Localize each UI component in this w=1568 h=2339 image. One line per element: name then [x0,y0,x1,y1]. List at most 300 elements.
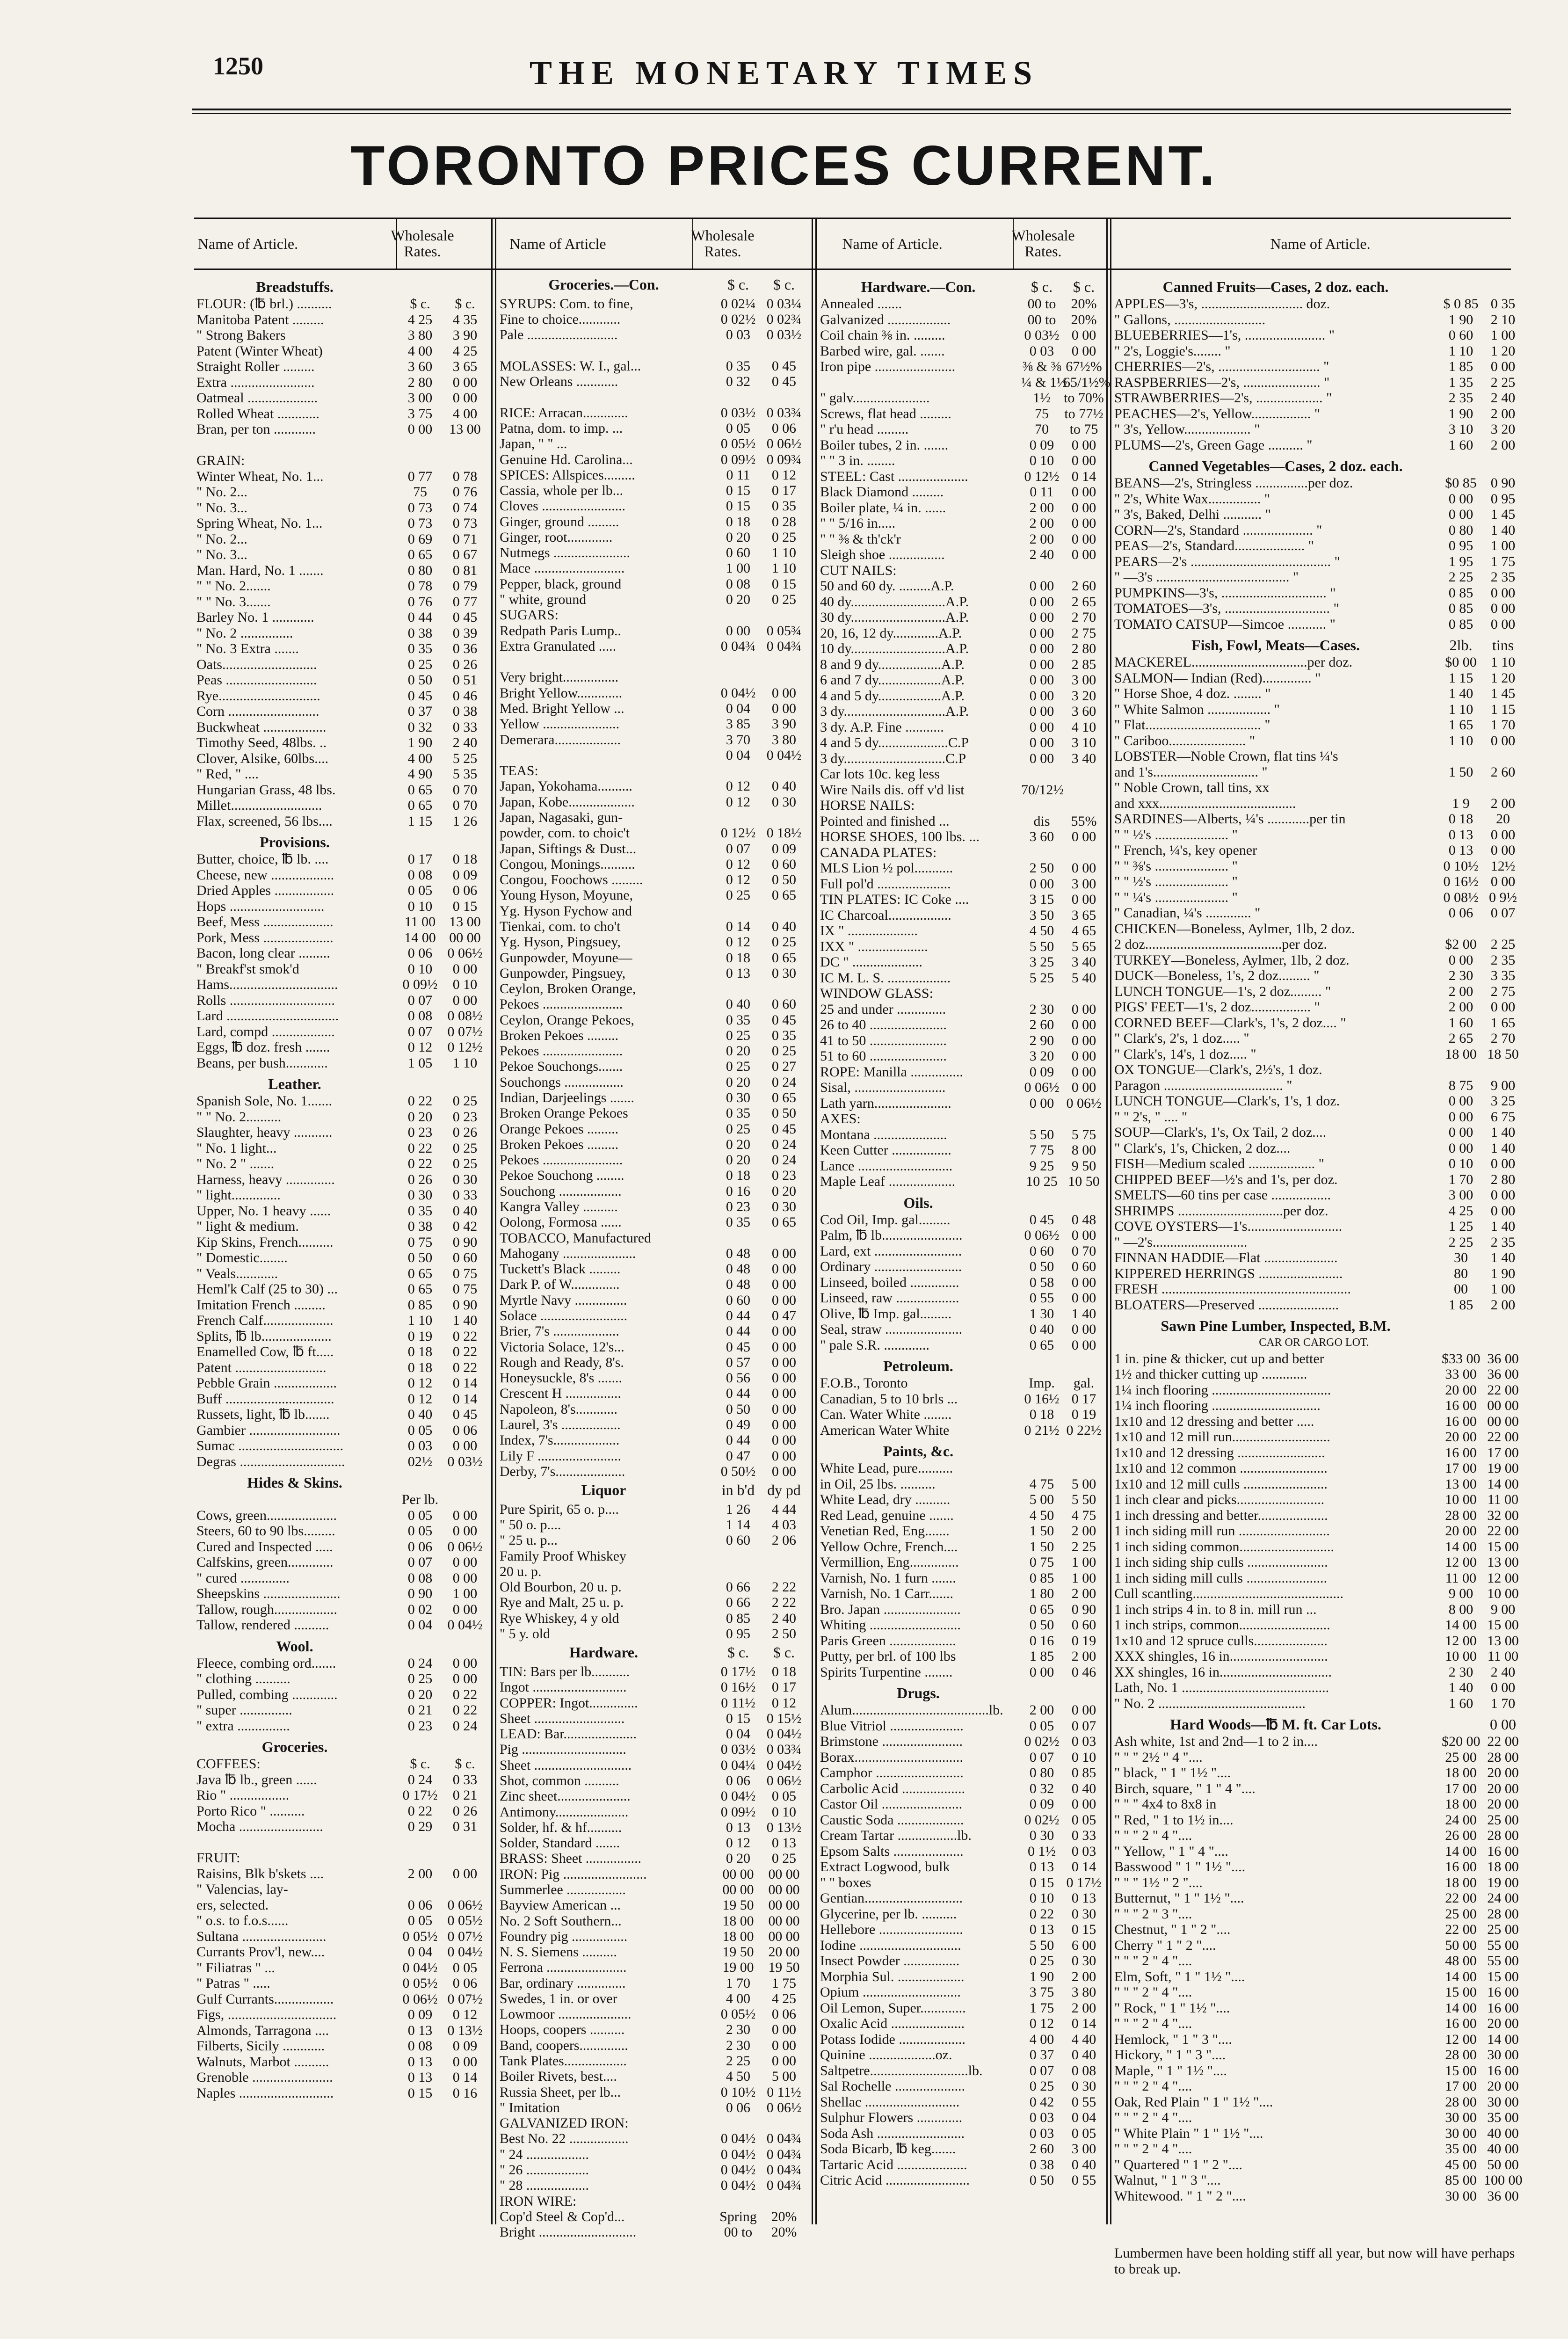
rate-low: $2 00 [1445,937,1477,952]
rate-low: 0 09½ [720,451,756,467]
article-name: Boiler plate, ¼ in. ...... [820,500,946,516]
article-name: Japan, Yokohama.......... [500,778,632,794]
rate-low: 1 90 [1029,1969,1054,1984]
rate-low: 1 50 [1029,1523,1054,1539]
rate-low: 0 48 [726,1277,751,1293]
rate-low: 0 11½ [721,1695,755,1711]
price-row [500,312,807,327]
article-name: STRAWBERRIES—2's, ................... " [1114,390,1332,406]
rate-low: 3 50 [1029,907,1054,923]
article-name: IC Charcoal.................. [820,907,951,923]
price-row [820,390,1102,406]
rate-low: 4 75 [1029,1476,1054,1492]
rate-high: 0 00 [771,1292,797,1308]
price-row [500,1664,807,1679]
rate-high: 0 06 [452,1976,478,1991]
price-row [1114,952,1521,968]
rate-high: 20% [1071,312,1097,327]
article-name: HORSE NAILS: [820,798,915,813]
article-name: Hops ........................... [196,898,325,914]
rate-low: 0 00 [1448,1125,1474,1140]
rate-low: 3 25 [1029,954,1054,970]
rate-low: 0 16½ [720,1679,756,1695]
article-name: Zinc sheet..................... [500,1788,631,1804]
price-row [820,1586,1102,1602]
price-row [500,1230,807,1246]
rate-low: 0 30 [407,1187,433,1203]
article-name: " 5 y. old [500,1626,550,1642]
price-row [820,421,1102,437]
article-name: Ceylon, Orange Pekoes, [500,1012,634,1028]
price-row [196,343,486,359]
rate-low: 33 00 [1445,1366,1477,1382]
article-name: TIN PLATES: IC Coke .... [820,892,969,907]
price-row [820,2094,1102,2110]
article-name: Sheet .......................... [500,1710,625,1726]
article-name: " " 5/16 in..... [820,516,896,531]
article-name: COFFEES: [196,1756,261,1772]
section-heading [1114,274,1521,296]
price-row [1114,858,1521,874]
article-name: Filberts, Sicily ............ [196,2038,325,2054]
rate-high: 0 30 [771,965,797,981]
article-name: No. 2 Soft Southern... [500,1913,622,1929]
rate-high: 0 00 [452,1866,478,1881]
rate-low: 3 15 [1029,892,1054,907]
rate-low: 4 25 [407,312,433,327]
article-name: Morphia Sul. ................... [820,1969,965,1984]
rate-high: 0 30 [1071,1906,1096,1922]
rate-low: 18 00 [1445,1046,1477,1062]
rate-high: 36 00 [1487,2188,1519,2204]
rate-high: 2 00 [1071,1523,1096,1539]
rate-high: 0 28 [771,514,797,530]
price-row [1114,1492,1521,1508]
rate-high: 3 10 [1071,735,1096,750]
price-row [1114,717,1521,733]
rate-low: 0 12 [407,1391,433,1407]
article-name: Fleece, combing ord....... [196,1655,336,1671]
price-row [820,2063,1102,2079]
price-row [196,312,486,328]
price-row [500,1261,807,1277]
article-name: Rye............................. [196,688,320,704]
article-name: Whitewood. " 1 " 2 ".... [1114,2188,1246,2204]
rate-low: 0 85 [1029,1570,1054,1586]
article-name: GRAIN: [196,453,245,468]
article-name: Dark P. of W.............. [500,1277,620,1293]
price-row [1114,905,1521,921]
rate-high: 0 75 [452,1265,478,1281]
article-name: " —2's........................... [1114,1234,1248,1250]
price-row [196,500,486,516]
price-row [820,1002,1102,1017]
rate-high: dy pd [767,1482,801,1499]
article-name: Extract Logwood, bulk [820,1859,950,1874]
rate-low: 00 to [1027,312,1056,327]
rate-low: 0 00 [1448,1140,1474,1156]
price-row [820,1602,1102,1618]
article-name: Oolong, Formosa ...... [500,1214,622,1230]
rate-high: 0 00 [1490,827,1516,843]
rate-high: 2 25 [1071,1539,1096,1554]
rate-low: 0 13 [1448,827,1474,843]
rate-low: 22 00 [1445,1922,1477,1937]
column-breadstuffs [196,274,486,2101]
price-row [820,1890,1102,1906]
rate-low: 0 16 [1029,1633,1054,1649]
rate-high: 0 07 [1071,1718,1096,1734]
article-name: Oatmeal .................... [196,390,318,406]
rate-high: 0 48 [1071,1212,1096,1228]
price-row [196,1454,486,1470]
article-name: Spirits Turpentine ........ [820,1664,953,1680]
rate-low: 0 23 [726,1199,751,1215]
price-row [1114,375,1521,391]
article-name: " o.s. to f.o.s...... [196,1913,289,1928]
price-row [196,1093,486,1109]
rate-high: 0 17½ [1066,1874,1102,1890]
price-row [820,798,1102,814]
rate-high: 0 40 [1071,2157,1096,2172]
rate-high: 20% [1071,296,1097,312]
rate-high: 28 00 [1487,1906,1519,1922]
rate-high: 00 00 [1487,1398,1519,1413]
price-row [500,1059,807,1074]
article-name: Pekoes ....................... [500,996,623,1012]
price-row [1114,843,1521,858]
article-name: Porto Rico " .......... [196,1803,305,1819]
price-row [1114,327,1521,343]
price-row [196,1438,486,1454]
rate-low: $ 0 85 [1443,296,1479,312]
column-rule [1110,218,1111,2224]
article-name: Pork, Mess .................... [196,930,334,945]
rate-high: 0 00 [452,961,478,977]
rate-low: 0 08 [407,2038,433,2054]
article-name: PUMPKINS—3's, .............................. " [1114,585,1336,601]
rate-high: 0 00 [1071,437,1096,453]
rate-low: 0 13 [726,1819,751,1835]
article-name: Gunpowder, Moyune— [500,950,632,966]
section-heading [820,1438,1102,1460]
article-name: Crescent H ................ [500,1386,621,1402]
rate-low: 0 66 [726,1579,751,1595]
rate-low: 0 09½ [402,977,438,992]
rate-high: 0 09 [452,867,478,883]
rate-high: 0 20 [771,1183,797,1199]
price-row [500,1121,807,1137]
rate-low: 1 10 [1448,733,1474,748]
rate-high: 0 47 [771,1308,797,1323]
rate-high: 0 95 [1490,491,1516,507]
article-name: Family Proof Whiskey [500,1548,626,1564]
rate-high: 2 75 [1490,983,1516,999]
article-name: " " " 2 " 4 ".... [1114,2110,1192,2125]
article-name: Pointed and finished ... [820,813,950,829]
price-row [196,899,486,915]
rate-low: 30 [1454,1250,1468,1265]
rate-high: 0 25 [771,934,797,950]
section-title: Fish, Fowl, Meats—Cases. [1191,637,1360,654]
rate-high: 1 40 [1490,1219,1516,1234]
rate-low: 16 00 [1445,1859,1477,1874]
rate-low: 0 04½ [720,2146,756,2162]
article-name: Iron pipe ....................... [820,359,956,374]
rate-low: 0 95 [1448,538,1474,553]
rate-high: 5 00 [1071,1476,1096,1492]
rate-low: 3 20 [1029,1048,1054,1064]
rate-high: 20 00 [1487,1780,1519,1796]
rate-low: 0 03½ [720,405,756,421]
rate-high: 0 00 [1490,1716,1516,1733]
price-row [820,1617,1102,1633]
price-row [1114,1203,1521,1219]
page-header [0,51,1568,108]
rate-low: 0 00 [1448,507,1474,522]
price-row [1114,1445,1521,1461]
article-name: HORSE SHOES, 100 lbs. ... [820,829,980,844]
rate-high: 22 00 [1487,1382,1519,1398]
rate-high: 1 75 [1490,553,1516,569]
article-name: " black, " 1 " 1½ ".... [1114,1765,1231,1780]
rate-low: 0 18 [1448,811,1474,827]
rate-low: 0 65 [407,782,433,798]
article-name: " Domestic........ [196,1250,288,1265]
price-row [1114,421,1521,437]
rate-low: 0 18 [1029,1407,1054,1422]
article-name: Index, 7's................... [500,1432,620,1448]
rate-high: 0 30 [1071,2078,1096,2094]
article-name: Mace .......................... [500,560,625,576]
price-row [500,996,807,1012]
rate-high: 2 00 [1071,1649,1096,1664]
rate-low: 70 [1035,421,1049,437]
rate-low: 2 30 [1448,1664,1474,1680]
price-row [820,594,1102,610]
rate-low: 0 38 [1029,2157,1054,2172]
price-row [196,1039,486,1055]
rate-high: 0 74 [452,500,478,516]
rate-low: 30 00 [1445,2110,1477,2125]
article-name: powder, com. to choic't [500,825,630,841]
rate-high: 1 10 [452,1055,478,1071]
rate-high: 0 70 [1071,1243,1096,1259]
rate-high: 2 22 [771,1579,797,1595]
article-name: " —3's ...................................... " [1114,569,1299,585]
price-row [500,2115,807,2131]
price-row [500,1417,807,1432]
section-title: Oils. [903,1194,933,1211]
article-name: Sal Rochelle .................... [820,2078,965,2094]
rate-low: 1 00 [726,560,751,576]
rate-low: 0 08 [407,1008,433,1024]
price-row [1114,523,1521,538]
rate-low: 0 10 [1448,1156,1474,1171]
rate-high: 0 06 [771,420,797,436]
rate-low: 0 35 [407,641,433,656]
rate-high: 0 16 [452,2085,478,2101]
rate-high: 0 00 [1071,1048,1096,1064]
rate-low: 45 00 [1445,2157,1477,2172]
article-name: Fine to choice............ [500,311,621,327]
price-row [196,1250,486,1266]
price-row [196,406,486,422]
article-name: CANADA PLATES: [820,844,937,860]
article-name: Birch, square, " 1 " 4 ".... [1114,1780,1256,1796]
rate-high: 0 11½ [767,2084,801,2100]
rate-high: 0 17 [771,1679,797,1695]
article-name: " Filiatras " ... [196,1960,275,1976]
rate-low: 9 25 [1029,1158,1054,1174]
article-name: CHIPPED BEEF—½'s and 1's, per doz. [1114,1171,1338,1187]
price-row [500,1579,807,1595]
rate-low: 12 00 [1445,1554,1477,1570]
rate-low: 1 25 [1448,1219,1474,1234]
rate-high: 0 18 [452,851,478,867]
rate-low: 2 25 [1448,569,1474,585]
rate-high: 2 35 [1490,569,1516,585]
rate-high: 6 00 [1071,1937,1096,1953]
rate-high: 0 09 [771,841,797,857]
rate-low: 0 13 [407,2054,433,2070]
rate-high: $ c. [455,296,475,312]
price-row [820,641,1102,657]
price-row [196,1156,486,1172]
rate-high: 0 06½ [447,945,483,961]
rate-low: 3 75 [1029,1984,1054,2000]
rate-high: 0 06 [452,883,478,898]
price-row [500,623,807,639]
article-name: 3 dy.............................A.P. [820,704,969,719]
article-name: Rye and Malt, 25 u. p. [500,1595,624,1611]
price-row [820,610,1102,625]
rate-low: 0 19 [407,1328,433,1344]
price-row [500,2147,807,2162]
article-name: " " " 2½ " 4 ".... [1114,1749,1203,1765]
price-row [820,1906,1102,1922]
rate-low: 0 38 [407,1219,433,1234]
rate-low: 48 00 [1445,1953,1477,1969]
rate-low: 0 75 [1029,1554,1054,1570]
rate-high: 0 14 [452,2070,478,2085]
rate-high: 0 25 [771,1851,797,1867]
price-row [820,876,1102,892]
rate-low: 3 60 [407,359,433,374]
article-name: White Lead, dry .......... [820,1492,951,1507]
rate-high: 67½% [1066,359,1102,374]
rate-high: 55 00 [1487,1937,1519,1953]
rate-low: ⅜ & ⅜ [1022,359,1061,374]
rate-high: 1 10 [1490,654,1516,670]
article-name: 1x10 and 12 dressing ......................... [1114,1445,1325,1460]
price-row [196,883,486,899]
article-name: Raisins, Blk b'skets .... [196,1866,324,1881]
price-row [1114,1266,1521,1282]
article-name: Blue Vitriol ..................... [820,1718,964,1734]
rate-low: 0 00 [1029,594,1054,610]
rate-high: $ c. [773,1644,795,1661]
rate-low: 1 40 [1448,1680,1474,1695]
rate-high: 0 00 [452,1601,478,1617]
price-row [820,704,1102,719]
rate-low: 1 60 [1448,1695,1474,1711]
price-row [1114,1664,1521,1680]
price-row [820,986,1102,1002]
rate-high: 0 30 [771,794,797,810]
price-row [500,1502,807,1517]
price-row [500,748,807,763]
article-name: Very bright................ [500,669,619,685]
col3-rates-header: Wholesale Rates. [1013,219,1073,269]
article-name: Extra Granulated ..... [500,638,617,654]
rate-low: 0 09 [407,2007,433,2022]
rate-low: 2 00 [407,1866,433,1881]
price-row [1114,1765,1521,1781]
price-row [500,763,807,778]
rate-low: 75 [413,484,427,500]
rate-high: 3 00 [1071,2141,1096,2157]
price-row [1114,1617,1521,1633]
article-name: Pure Spirit, 65 o. p.... [500,1501,619,1517]
rate-high: 0 27 [771,1059,797,1075]
price-row [196,1617,486,1633]
rate-high: 0 60 [1071,1617,1096,1633]
rate-low: 0 04¼ [720,1757,756,1773]
rate-low: 0 13 [1029,1859,1054,1874]
rate-high: 0 55 [1071,2094,1096,2110]
article-name: Nutmegs ...................... [500,545,630,561]
rate-high: 0 00 [771,1416,797,1432]
article-name: COPPER: Ingot.............. [500,1695,638,1711]
rate-low: 0 05½ [402,1928,438,1944]
price-row [820,1554,1102,1570]
rate-high: 3 20 [1490,421,1516,437]
rate-high: 0 00 [771,1323,797,1339]
price-row [820,1523,1102,1539]
rate-high: 0 23 [452,1109,478,1125]
rate-high: 0 00 [1071,343,1096,359]
rate-high: 0 22 [452,1328,478,1344]
price-row [820,1539,1102,1555]
rate-low: 4 00 [726,1990,751,2006]
price-row [1114,1875,1521,1891]
article-name: Honeysuckle, 8's ....... [500,1370,622,1386]
rate-high: 0 36 [452,641,478,656]
rate-low: 12 00 [1445,2031,1477,2047]
article-name: Ingot ........................... [500,1679,627,1695]
rate-high: 4 65 [1071,923,1096,938]
price-row [196,2038,486,2054]
article-name: American Water White [820,1422,950,1438]
article-name: PLUMS—2's, Green Gage .......... " [1114,437,1313,453]
section-title: Provisions. [260,834,330,850]
price-row [500,2131,807,2146]
rate-high: 0 33 [1071,1828,1096,1843]
rate-high: 0 00 [771,2037,797,2053]
rate-low: 0 04 [726,747,751,763]
article-name: Elm, Soft, " 1 " 1½ ".... [1114,1969,1245,1984]
price-row [196,1360,486,1376]
rate-high: 13 00 [449,914,481,930]
price-row [820,2141,1102,2157]
price-row [820,1938,1102,1954]
rate-low: 0 00 [1029,1664,1054,1680]
article-name: " Quartered " 1 " 2 ".... [1114,2157,1242,2172]
rate-high: 0 04¾ [766,2131,802,2147]
rate-high: 0 00 [1490,616,1516,632]
price-row [820,2126,1102,2142]
